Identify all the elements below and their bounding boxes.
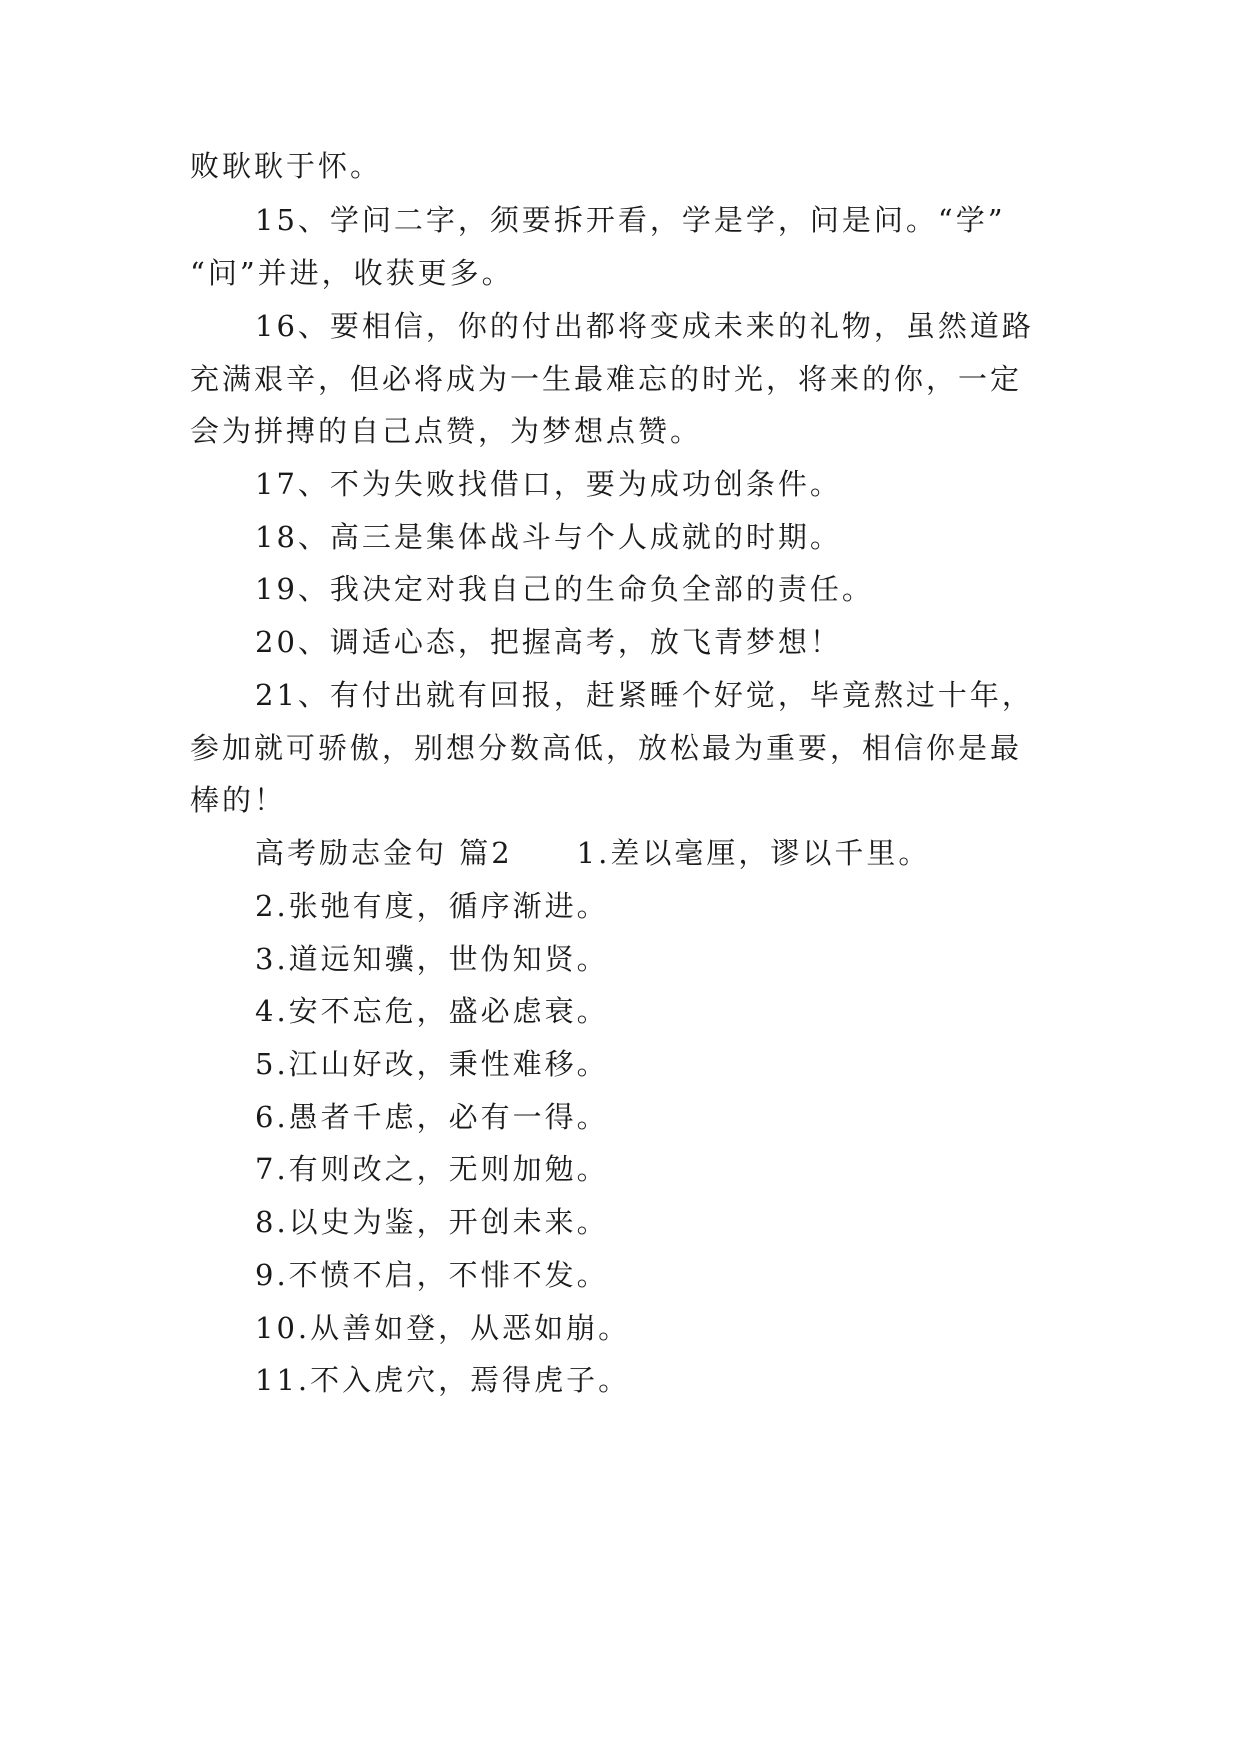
text-line: 棒的！ [190, 783, 287, 817]
text-line: 21、有付出就有回报，赶紧睡个好觉，毕竟熬过十年， [255, 678, 1034, 712]
section-heading: 高考励志金句 篇2 1.差以毫厘，谬以千里。 [255, 836, 931, 870]
text-line: 19、我决定对我自己的生命负全部的责任。 [255, 572, 874, 606]
text-line: 16、要相信，你的付出都将变成未来的礼物，虽然道路 [255, 309, 1034, 343]
list-item: 8.以史为鉴，开创未来。 [255, 1205, 609, 1239]
text-line: 17、不为失败找借口，要为成功创条件。 [255, 467, 842, 501]
text-line: 败耿耿于怀。 [190, 149, 383, 183]
text-line: 15、学问二字，须要拆开看，学是学，问是问。“学” [255, 203, 1006, 237]
list-item: 9.不愤不启，不悱不发。 [255, 1258, 609, 1292]
list-item: 10.从善如登，从恶如崩。 [255, 1311, 631, 1345]
list-item: 5.江山好改，秉性难移。 [255, 1047, 609, 1081]
list-item: 6.愚者千虑，必有一得。 [255, 1100, 609, 1134]
list-item: 11.不入虎穴，焉得虎子。 [255, 1363, 631, 1397]
list-item: 7.有则改之，无则加勉。 [255, 1152, 609, 1186]
text-line: 18、高三是集体战斗与个人成就的时期。 [255, 520, 842, 554]
list-item: 4.安不忘危，盛必虑衰。 [255, 994, 609, 1028]
text-line: 20、调适心态，把握高考，放飞青梦想！ [255, 625, 842, 659]
text-line: 会为拼搏的自己点赞，为梦想点赞。 [190, 414, 703, 448]
text-line: “问”并进，收获更多。 [190, 256, 514, 290]
list-item: 3.道远知骥，世伪知贤。 [255, 942, 609, 976]
text-line: 充满艰辛，但必将成为一生最难忘的时光，将来的你，一定 [190, 362, 1023, 396]
list-item: 2.张弛有度，循序渐进。 [255, 889, 609, 923]
text-line: 参加就可骄傲，别想分数高低，放松最为重要，相信你是最 [190, 731, 1023, 765]
